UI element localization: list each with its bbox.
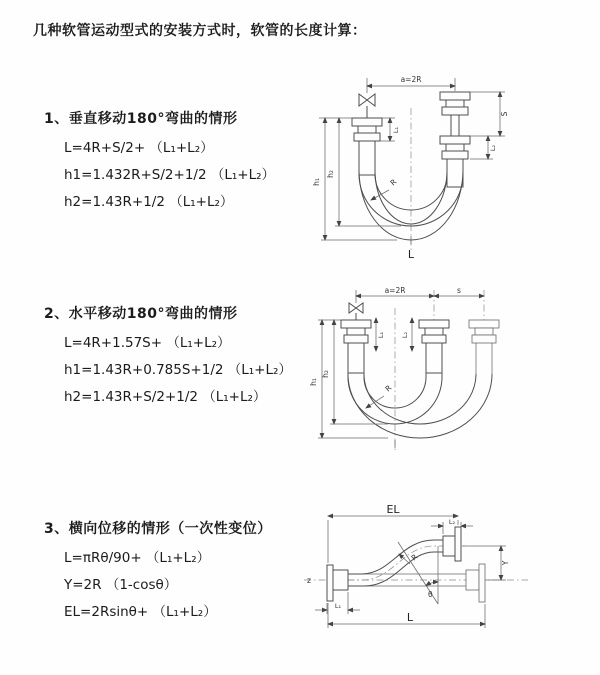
valve-icon (349, 303, 363, 320)
dimension-a2r (367, 75, 455, 86)
dim-label-h1: h₁ (309, 378, 318, 386)
section-3-heading: 3、横向位移的情形（一次性变位） (44, 521, 272, 537)
braided-hose-left (348, 343, 364, 373)
diagram-vertical-180-bend (305, 70, 590, 265)
formula-line: h2=1.43R+S/2+1/2 （L₁+L₂） (64, 389, 267, 405)
centerlines (356, 290, 484, 450)
diagram-lateral-displacement (298, 498, 593, 648)
original-position-pipe (348, 564, 485, 602)
dimension-l2 (401, 318, 412, 351)
dimension-l (328, 603, 485, 628)
moved-flange-fitting (469, 320, 499, 343)
formula-line: EL=2Rsinθ+ （L₁+L₂） (64, 604, 217, 620)
section-2 (44, 303, 292, 411)
left-flange-fitting (352, 118, 382, 141)
dim-label-l: L (406, 611, 414, 624)
section-1-heading: 1、垂直移动180°弯曲的情形 (44, 111, 238, 127)
dim-label-l2: L₂ (401, 331, 409, 339)
s-curve-hose (348, 540, 443, 586)
dim-label-l2: L₂ (489, 144, 497, 152)
u-bend-hose (348, 351, 492, 438)
diagram-horizontal-180-bend (308, 282, 553, 457)
formula-line: L=4R+1.57S+ （L₁+L₂） (64, 335, 231, 351)
label-radius: R (388, 177, 399, 188)
dimension-stroke (434, 286, 484, 296)
formula-line: Y=2R （1-cosθ） (64, 577, 178, 593)
braided-hose-left (359, 141, 375, 175)
formula-line: L=πRθ/90+ （L₁+L₂） (64, 550, 211, 566)
dimension-l1 (380, 118, 400, 141)
dimension-l2 (470, 136, 497, 159)
valve-icon (359, 94, 375, 118)
formula-line: h2=1.43R+1/2 （L₁+L₂） (64, 194, 234, 210)
displaced-flange-fitting (443, 527, 461, 561)
right-flange-fitting-lower (440, 136, 470, 159)
dimension-l1 (315, 592, 360, 614)
formula-line: h1=1.43R+0.785S+1/2 （L₁+L₂） (64, 362, 292, 378)
document-title: 几种软管运动型式的安装方式时，软管的长度计算： (33, 23, 367, 39)
dim-label-a2r: a=2R (384, 286, 406, 295)
moved-pipe-walls (476, 343, 492, 374)
braided-hose-middle (426, 343, 442, 373)
label-theta: θ (428, 590, 433, 599)
label-radius: R (383, 383, 394, 394)
dimension-a2r (356, 286, 434, 296)
dim-label-l1: L₁ (392, 126, 400, 134)
label-radius: R (409, 552, 420, 563)
dim-label-h1: h₁ (312, 178, 321, 186)
dim-label-l1: L₁ (334, 602, 342, 610)
dim-label-l2: L₂ (448, 518, 456, 526)
dim-label-el: EL (386, 503, 400, 516)
left-flange-fitting (327, 565, 348, 601)
dim-label-stroke: s (457, 286, 461, 295)
left-flange-fitting (341, 320, 371, 343)
angle-construction (398, 542, 438, 604)
dim-label-h2: h₂ (326, 170, 335, 178)
right-pipe-walls (451, 115, 459, 136)
formula-line: h1=1.432R+S/2+1/2 （L₁+L₂） (64, 167, 276, 183)
formula-line: L=4R+S/2+ （L₁+L₂） (64, 140, 214, 156)
label-axis-break: z (307, 576, 311, 585)
section-3 (44, 518, 272, 626)
dim-label-s: S (500, 111, 509, 117)
braided-hose-right (447, 159, 463, 187)
dim-label-y: Y (501, 560, 510, 566)
dim-label-h2: h₂ (321, 370, 330, 378)
dimension-l1 (376, 318, 385, 351)
right-flange-fitting-upper (440, 92, 470, 115)
section-2-heading: 2、水平移动180°弯曲的情形 (44, 306, 238, 322)
dim-label-a2r: a=2R (400, 75, 422, 84)
dim-label-l1: L₁ (377, 331, 385, 339)
section-1 (44, 108, 275, 216)
middle-flange-fitting (419, 320, 449, 343)
dimension-el (328, 503, 458, 563)
label-length: L (407, 248, 415, 261)
dimension-l2 (431, 518, 473, 534)
dimension-s (470, 92, 509, 136)
